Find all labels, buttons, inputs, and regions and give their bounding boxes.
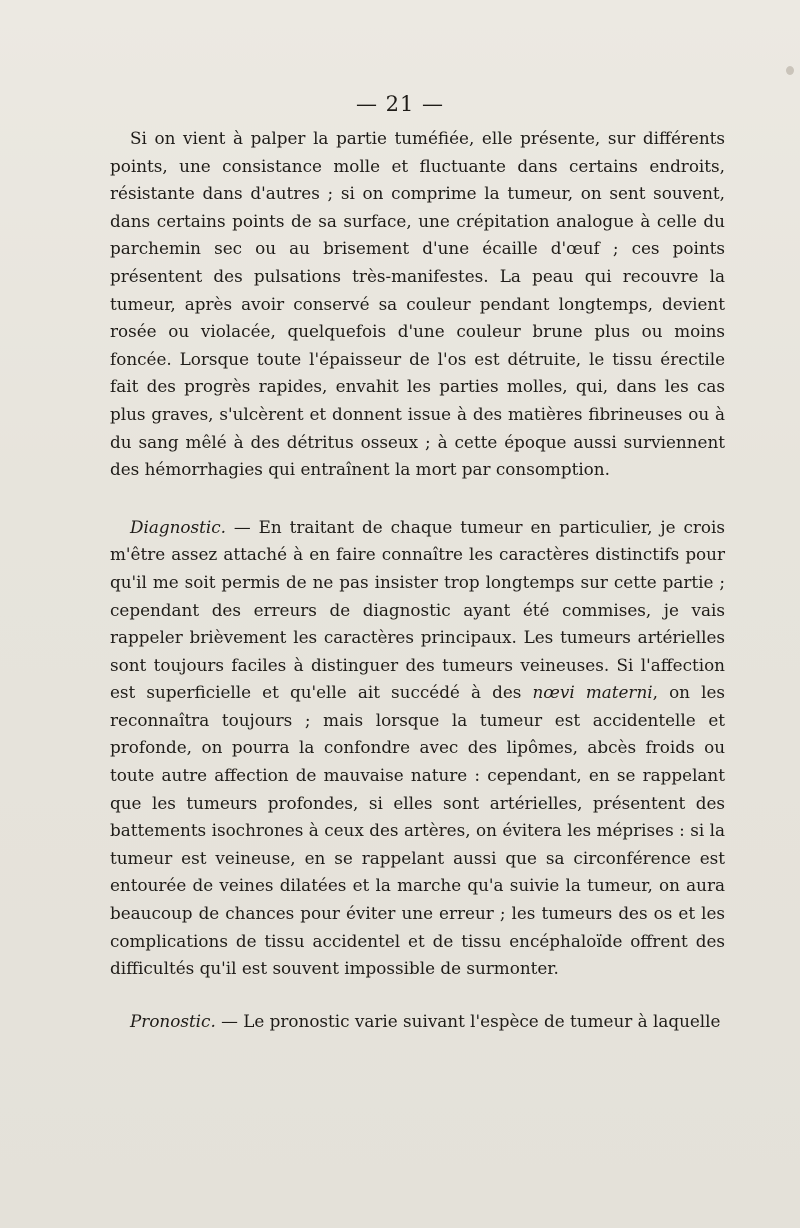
paragraph-text: , on les reconnaîtra toujours ; mais lorsque la tumeur est accidentelle et profonde, on pourra la confondre avec des lipômes, abcès froids ou toute autre affection de mauvaise nature : cependant, en se rappelant que les tumeurs profondes, si elles sont artérielles, présentent des battements isochrones à ceux des artères, on évitera les méprises : si la tumeur est veineuse, en se rappelant aussi que sa circonférence est entourée de veines dilatées et la marche qu'a suivie la tumeur, on aura beaucoup de chances pour éviter une erreur ; les tumeurs des os et les complications de tissu accidentel et de tissu encéphaloïde offrent des difficultés qu'il est souvent impossible de surmonter. (110, 682, 726, 979)
paragraph-text: — En traitant de chaque tumeur en particulier, je crois m'être assez attaché à en faire connaître les caractères distinctifs pour qu'il me soit permis de ne pas insister trop longtemps sur cette partie ; cependant des erreurs de diagnostic ayant été commises, je vais rappeler brièvement les caractères principaux. Les tumeurs artérielles sont toujours faciles à distinguer des tumeurs veineuses. Si l'affection est superficielle et qu'elle ait succédé à des (110, 516, 725, 703)
page-stain (786, 66, 794, 75)
page-number: — 21 — (355, 92, 445, 116)
section-heading-pronostic: Pronostic. (130, 1010, 216, 1031)
paragraph-tumeur-description (110, 125, 725, 484)
paragraph-spacer (110, 983, 725, 1008)
paragraph-diagnostic (110, 514, 725, 983)
paragraph-spacer (110, 484, 725, 514)
latin-term: nœvi materni (532, 682, 653, 703)
paragraph-text: — Le pronostic varie suivant l'espèce de tumeur à laquelle (215, 1010, 721, 1031)
body-text (110, 125, 725, 1035)
paragraph-pronostic (110, 1008, 725, 1036)
section-heading-diagnostic: Diagnostic. (130, 516, 226, 537)
paragraph-text: Si on vient à palper la partie tuméfiée, elle présente, sur différents points, une consistance molle et fluctuante dans certains endroits, résistante dans d'autres ; si on comprime la tumeur, on sent souvent, dans certains points de sa surface, une crépitation analogue à celle du parchemin sec ou au brisement d'une écaille d'œuf ; ces points présentent des pulsations très-manifestes. La peau qui recouvre la tumeur, après avoir conservé sa couleur pendant longtemps, devient rosée ou violacée, quelquefois d'une couleur brune plus ou moins foncée. Lorsque toute l'épaisseur de l'os est détruite, le tissu érectile fait des progrès rapides, envahit les parties molles, qui, dans les cas plus graves, s'ulcèrent et donnent issue à des matières fibrineuses ou à du sang mêlé à des détritus osseux ; à cette époque aussi surviennent des hémorrhagies qui entraînent la mort par consomption. (110, 128, 725, 480)
